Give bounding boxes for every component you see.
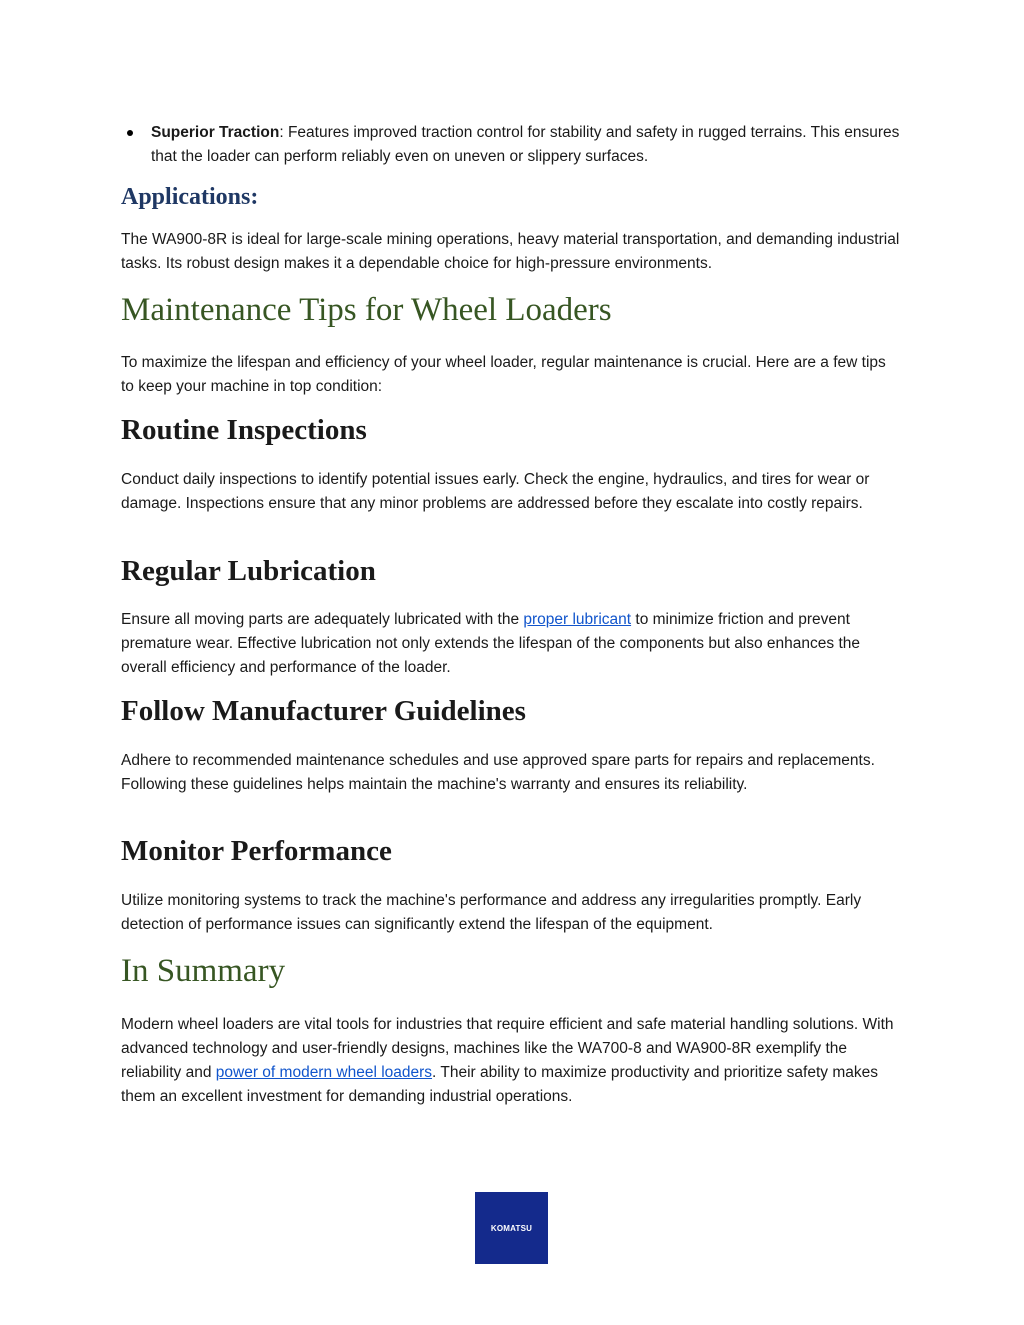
modern-wheel-loaders-link[interactable]: power of modern wheel loaders: [215, 1064, 433, 1081]
bullet-item-superior-traction: [151, 121, 901, 169]
applications-heading: Applications:: [121, 184, 259, 210]
bullet-term: Superior Traction: [151, 124, 280, 141]
manufacturer-guidelines-paragraph: Adhere to recommended maintenance schedules and use approved spare parts for repairs and replacements. Following these guidelines helps maintain the machine's warranty and ensures its reliability.: [121, 752, 875, 793]
logo-text: KOMATSU: [490, 1223, 533, 1233]
monitor-performance-heading: Monitor Performance: [121, 835, 392, 867]
summary-text-before: Modern wheel loaders are vital tools for industries that require efficient and safe material handling solutions. With advanced technology and user-friendly designs, machines like the WA700-8 and WA900-8R exemplify the reliability and: [121, 1016, 894, 1081]
bullet-dot-icon: [127, 130, 133, 136]
manufacturer-guidelines-heading: Follow Manufacturer Guidelines: [121, 695, 526, 727]
monitor-performance-paragraph: Utilize monitoring systems to track the machine's performance and address any irregularities promptly. Early detection of performance issues can significantly extend the lifespan of the equipment.: [121, 892, 862, 933]
lubrication-text-before: Ensure all moving parts are adequately lubricated with the: [121, 611, 524, 628]
regular-lubrication-heading: Regular Lubrication: [121, 555, 376, 587]
lubrication-text-after: to minimize friction and prevent premature wear. Effective lubrication not only extends the lifespan of the components but also enhances the overall efficiency and performance of the loader.: [121, 611, 861, 676]
summary-paragraph: [121, 1013, 901, 1109]
summary-text-after: . Their ability to maximize productivity and prioritize safety makes them an excellent investment for demanding industrial operations.: [121, 1064, 878, 1105]
routine-inspections-paragraph: Conduct daily inspections to identify potential issues early. Check the engine, hydraulics, and tires for wear or damage. Inspections ensure that any minor problems are addressed before they escalate into costly repairs.: [121, 471, 870, 512]
maintenance-intro-paragraph: To maximize the lifespan and efficiency of your wheel loader, regular maintenance is crucial. Here are a few tips to keep your machine in top condition:: [121, 354, 886, 395]
routine-inspections-heading: Routine Inspections: [121, 414, 367, 446]
applications-paragraph: The WA900-8R is ideal for large-scale mining operations, heavy material transportation, and demanding industrial tasks. Its robust design makes it a dependable choice for high-pressure environments.: [121, 231, 900, 272]
regular-lubrication-paragraph: [121, 608, 901, 680]
in-summary-heading: In Summary: [121, 953, 286, 989]
proper-lubricant-link[interactable]: proper lubricant: [523, 611, 632, 628]
bullet-text: : Features improved traction control for stability and safety in rugged terrains. This ensures that the loader can perform reliably even on uneven or slippery surfaces.: [151, 124, 900, 165]
maintenance-heading: Maintenance Tips for Wheel Loaders: [121, 292, 612, 328]
komatsu-logo: [475, 1192, 548, 1264]
